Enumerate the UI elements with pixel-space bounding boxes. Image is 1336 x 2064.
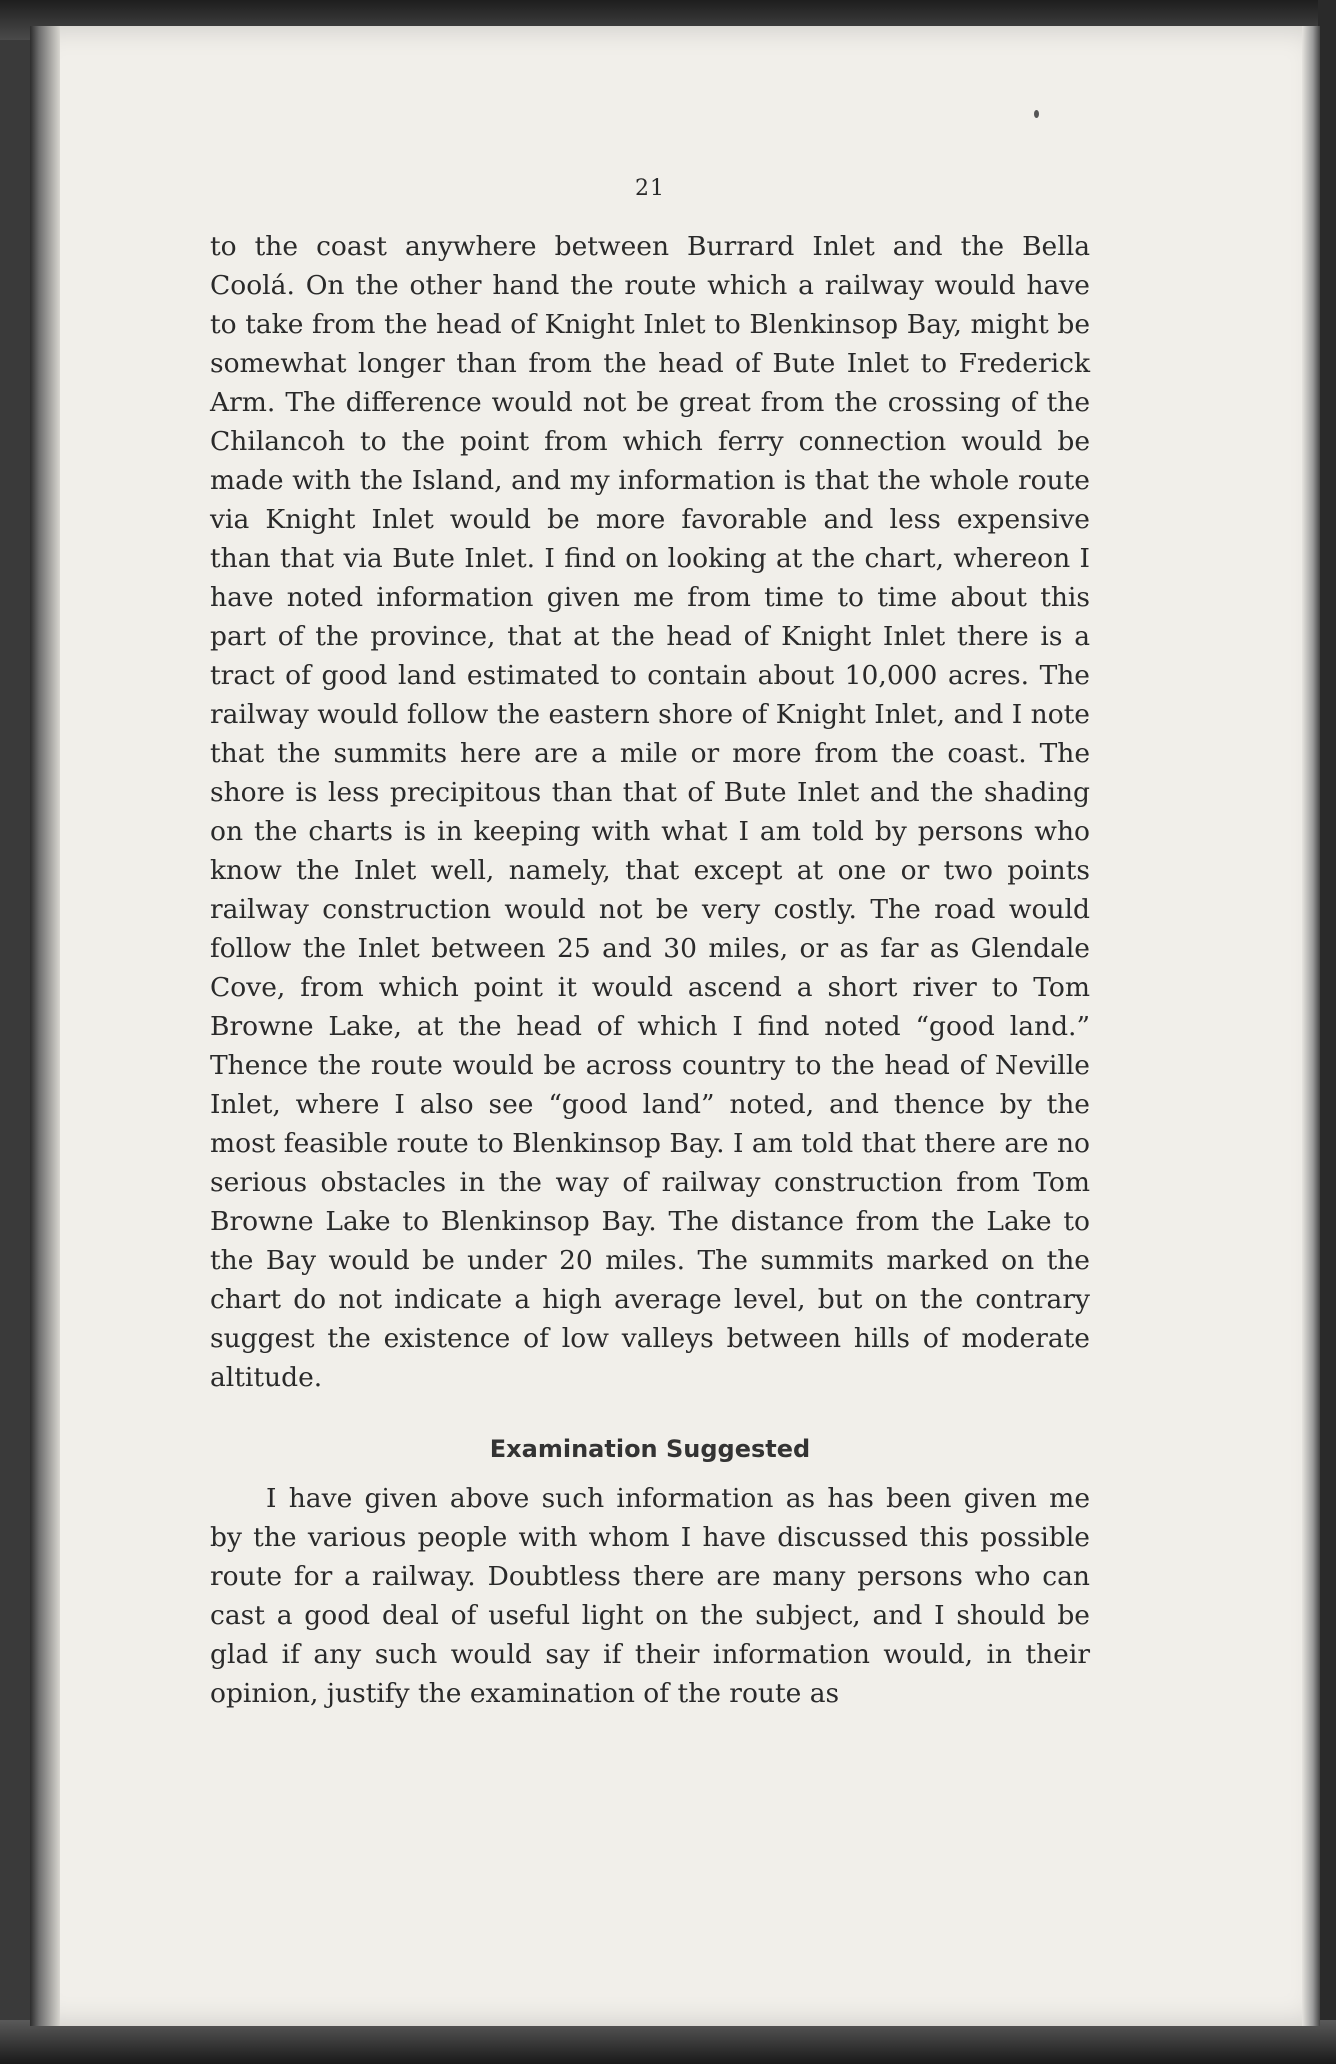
body-paragraph-1: to the coast anywhere between Burrard Inlet and the Bella Coolá. On the other hand the route which a railway would have to take from the head of Knight Inlet to Blenkinsop Bay, might be somewhat longer than from the head of Bute Inlet to Frederick Arm. The difference would not be great from the crossing of the Chilancoh to the point from which ferry connection would be made with the Island, and my information is that the whole route via Knight Inlet would be more favorable and less expensive than that via Bute Inlet. I find on looking at the chart, whereon I have noted information given me from time to time about this part of the province, that at the head of Knight Inlet there is a tract of good land estimated to contain about 10,000 acres. The railway would follow the eastern shore of Knight Inlet, and I note that the summits here are a mile or more from the coast. The shore is less precipitous than that of Bute Inlet and the shading on the charts is in keeping with what I am told by persons who know the Inlet well, namely, that except at one or two points railway construction would not be very costly. The road would follow the Inlet between 25 and 30 miles, or as far as Glendale Cove, from which point it would ascend a short river to Tom Browne Lake, at the head of which I find noted “good land.” Thence the route would be across country to the head of Neville Inlet, where I also see “good land” noted, and thence by the most feasible route to Blenkinsop Bay. I am told that there are no serious obstacles in the way of railway construction from Tom Browne Lake to Blenkinsop Bay. The distance from the Lake to the Bay would be under 20 miles. The summits marked on the chart do not indicate a high average level, but on the contrary suggest the existence of low valleys between hills of moderate altitude. [210, 231, 1091, 1393]
page-number: 21 [635, 176, 665, 201]
page-text-block [210, 176, 1090, 1713]
body-paragraph-2: I have given above such information as has been given me by the various people with whom I have discussed this possible route for a railway. Doubtless there are many persons who can cast a good deal of useful light on the subject, and I should be glad if any such would say if their information would, in their opinion, justify the examination of the route as [210, 1483, 1090, 1709]
scan-bottom-border [0, 2020, 1336, 2064]
scan-right-border [1318, 0, 1336, 2064]
ink-speck [1034, 110, 1039, 118]
section-heading: Examination Suggested [489, 1435, 811, 1463]
page-binding-edge [30, 26, 60, 2026]
page-right-edge [1302, 26, 1320, 2026]
